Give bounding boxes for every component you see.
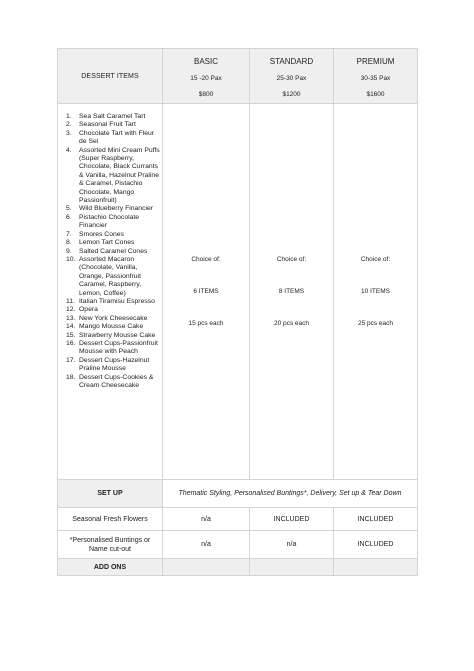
tier-name: BASIC (193, 56, 218, 66)
choice-pieces: 15 pcs each (188, 319, 224, 327)
choice-pieces: 20 pcs each (273, 319, 310, 327)
addons-label: ADD ONS (58, 559, 163, 576)
choice-cell-basic (163, 104, 250, 480)
list-item: 18. Dessert Cups-Cookies & Cream Cheesecake (66, 373, 154, 389)
list-item: 12. Opera (66, 306, 98, 314)
addons-row (58, 559, 418, 576)
tier-price: $1200 (282, 90, 301, 98)
list-item: 13. New York Cheesecake (66, 314, 148, 322)
tier-name: PREMIUM (356, 56, 395, 66)
list-item: 3. Chocolate Tart with Fleur de Sel (66, 129, 155, 146)
tier-pax: 15 -20 Pax (190, 74, 222, 82)
flowers-row (58, 508, 418, 531)
dessert-items-heading: DESSERT ITEMS (58, 49, 163, 104)
list-item: 9. Salted Caramel Cones (66, 247, 148, 255)
dessert-list-cell (58, 104, 163, 480)
choice-pieces: 25 pcs each (357, 319, 394, 327)
choice-label: Choice of: (191, 255, 221, 263)
choice-label: Choice of: (276, 255, 307, 263)
setup-row (58, 480, 418, 508)
list-item: 1. Sea Salt Caramel Tart (66, 113, 146, 120)
choice-cell-standard (250, 104, 334, 480)
list-item: 11. Italian Tiramisu Espresso (66, 297, 155, 305)
pricing-table (57, 48, 418, 576)
list-item: 10. Assorted Macaron (Chocolate, Vanilla, Orange, Passionfruit Caramel, Raspberry, Lemon, Coffee) (66, 255, 142, 297)
addons-premium (334, 559, 418, 576)
tier-premium (334, 49, 418, 104)
buntings-standard: n/a (250, 531, 334, 559)
header-row (58, 49, 418, 104)
choice-count: 10 ITEMS (361, 287, 390, 295)
list-item: 2. Seasonal Fruit Tart (66, 121, 136, 129)
tier-standard (250, 49, 334, 104)
tier-pax: 25-30 Pax (276, 74, 307, 82)
tier-name: STANDARD (269, 56, 314, 66)
items-row (58, 104, 418, 480)
setup-description: Thematic Styling, Personalised Buntings*, Delivery, Set up & Tear Down (163, 480, 418, 508)
list-item: 14. Mango Mousse Cake (66, 323, 144, 331)
list-item: 17. Dessert Cups-Hazelnut Praline Mousse (66, 356, 150, 373)
list-item: 15. Strawberry Mousse Cake (66, 331, 156, 339)
list-item: 4. Assorted Mini Cream Puffs (Super Raspberry, Chocolate, Black Currants & Vanilla, Hazelnut Praline & Caramel, Pistachio Chocolate, Mango Passionfruit) (66, 146, 160, 205)
addons-standard (250, 559, 334, 576)
choice-label: Choice of: (360, 255, 391, 263)
list-item: 5. Wild Blueberry Financier (66, 205, 154, 213)
choice-count: 6 ITEMS (193, 287, 219, 295)
tier-price: $800 (198, 90, 214, 98)
buntings-premium: INCLUDED (334, 531, 418, 559)
addons-basic (163, 559, 250, 576)
choice-count: 8 ITEMS (278, 287, 305, 295)
buntings-basic: n/a (163, 531, 250, 559)
setup-label: SET UP (58, 480, 163, 508)
list-item: 6. Pistachio Chocolate Financier (66, 213, 140, 230)
list-item: 8. Lemon Tart Cones (66, 239, 135, 247)
choice-cell-premium (334, 104, 418, 480)
list-item: 16. Dessert Cups-Passionfruit Mousse with Peach (66, 339, 158, 356)
tier-basic (163, 49, 250, 104)
dessert-list (58, 113, 162, 390)
tier-price: $1600 (366, 90, 385, 98)
flowers-standard: INCLUDED (250, 508, 334, 531)
buntings-row (58, 531, 418, 559)
flowers-basic: n/a (163, 508, 250, 531)
buntings-label: *Personalised Buntings or Name cut-out (58, 531, 163, 559)
flowers-premium: INCLUDED (334, 508, 418, 531)
tier-pax: 30-35 Pax (360, 74, 391, 82)
flowers-label: Seasonal Fresh Flowers (58, 508, 163, 531)
list-item: 7. Smores Cones (66, 230, 124, 238)
